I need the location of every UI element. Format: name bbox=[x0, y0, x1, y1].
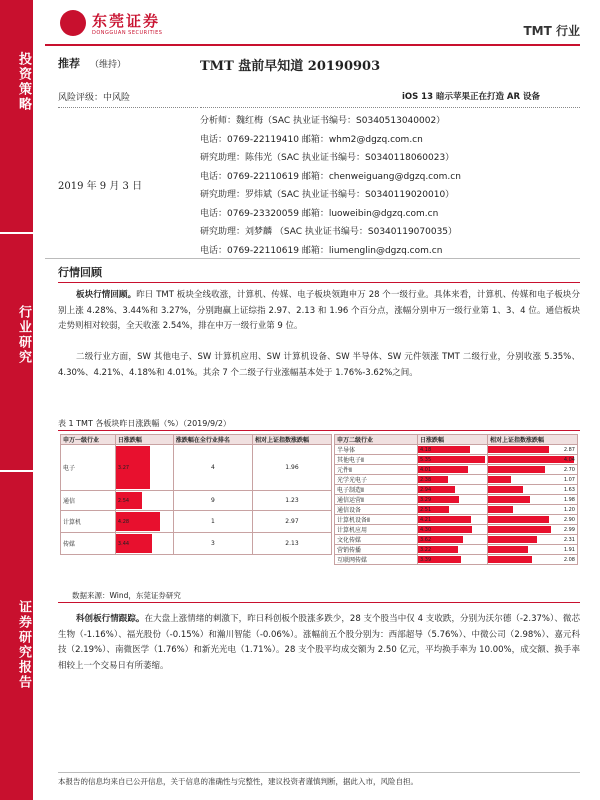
relative-bar bbox=[488, 536, 537, 543]
table-row bbox=[335, 465, 578, 475]
industry-label: TMT 行业 bbox=[523, 24, 580, 38]
table-row bbox=[61, 511, 332, 533]
table-header-cell: 日涨跌幅 bbox=[115, 435, 173, 445]
relative-value: 1.23 bbox=[252, 491, 331, 511]
change-value: 4.30 bbox=[420, 527, 432, 533]
table-row bbox=[335, 455, 578, 465]
change-bar-cell bbox=[418, 445, 488, 455]
change-bar-cell bbox=[418, 515, 488, 525]
change-bar-cell bbox=[418, 545, 488, 555]
relative-bar bbox=[488, 446, 549, 453]
recommend-rating bbox=[58, 55, 126, 71]
table-row bbox=[61, 445, 332, 491]
divider bbox=[200, 107, 580, 108]
table-caption: 表 1 TMT 各板块昨日涨跌幅（%）（2019/9/2） bbox=[58, 419, 231, 428]
relative-bar bbox=[488, 526, 551, 533]
change-value: 2.51 bbox=[420, 507, 432, 513]
table-row bbox=[335, 505, 578, 515]
relative-bar-cell bbox=[488, 495, 578, 505]
relative-bar-cell bbox=[488, 515, 578, 525]
section-divider bbox=[58, 282, 580, 283]
change-value: 4.21 bbox=[420, 517, 432, 523]
relative-value: 2.13 bbox=[252, 533, 331, 555]
relative-bar bbox=[488, 516, 549, 523]
relative-bar-cell bbox=[488, 525, 578, 535]
change-bar-cell bbox=[418, 525, 488, 535]
rank-value: 1 bbox=[173, 511, 252, 533]
relative-value: 2.99 bbox=[563, 526, 575, 533]
relative-bar-cell bbox=[488, 445, 578, 455]
table-header-cell: 相对上证指数涨跌幅 bbox=[488, 435, 578, 445]
table-header-cell: 申万二级行业 bbox=[335, 435, 418, 445]
table-top-border bbox=[58, 430, 580, 431]
relative-bar bbox=[488, 466, 545, 473]
relative-bar-cell bbox=[488, 485, 578, 495]
sidebar-label-report: 证券研究报告 bbox=[16, 600, 31, 690]
table-row bbox=[335, 445, 578, 455]
relative-value: 2.31 bbox=[563, 536, 575, 543]
change-value: 2.94 bbox=[420, 487, 432, 493]
change-bar-cell bbox=[418, 455, 488, 465]
change-value: 3.44 bbox=[117, 541, 130, 547]
table-row bbox=[335, 535, 578, 545]
relative-value: 1.96 bbox=[252, 445, 331, 491]
change-value: 4.01 bbox=[420, 467, 432, 473]
industry-name: 电子制造Ⅱ bbox=[335, 485, 418, 495]
change-value: 3.27 bbox=[117, 465, 130, 471]
table-row bbox=[335, 515, 578, 525]
table-header-cell: 相对上证指数涨跌幅 bbox=[252, 435, 331, 445]
table-header-cell: 涨跌幅在全行业排名 bbox=[173, 435, 252, 445]
company-logo bbox=[60, 8, 180, 42]
industry-name: 其他电子Ⅱ bbox=[335, 455, 418, 465]
industry-name: 电子 bbox=[61, 445, 116, 491]
report-title: TMT 盘前早知道 20190903 bbox=[200, 59, 381, 74]
paragraph-text: 昨日 TMT 板块全线收涨，计算机、传媒、电子板块领跑申万 28 个一级行业。具体来看，计算机、传媒和电子板块分别上涨 4.28%、3.44%和 3.27%，分别跑赢上证综指 2.97、2.13 和 1.96 个百分点，涨幅分别申万一级行业第 1、3、4 位。通信板块走势则相对较弱，全天收涨 2.54%，排在申万一级行业第 9 位。 bbox=[58, 290, 580, 331]
logo-emblem-icon bbox=[60, 10, 86, 36]
relative-value: 2.90 bbox=[563, 516, 575, 523]
analyst-contact: 电话：0769-22119410 邮箱：whm2@dgzq.com.cn bbox=[200, 134, 423, 145]
sidebar-label-industry: 行业研究 bbox=[16, 305, 31, 365]
relative-bar-cell bbox=[488, 555, 578, 565]
divider bbox=[58, 107, 198, 108]
rank-value: 4 bbox=[173, 445, 252, 491]
change-value: 2.38 bbox=[420, 477, 432, 483]
industry-name: 光学光电子 bbox=[335, 475, 418, 485]
sidebar-label-strategy: 投资策略 bbox=[16, 52, 31, 112]
relative-value: 4.04 bbox=[563, 456, 575, 463]
industry-name: 文化传媒 bbox=[335, 535, 418, 545]
table-row bbox=[335, 555, 578, 565]
change-bar-cell bbox=[418, 555, 488, 565]
change-bar-cell bbox=[418, 495, 488, 505]
relative-value: 2.97 bbox=[252, 511, 331, 533]
change-value: 3.62 bbox=[420, 537, 432, 543]
paragraph-subsector bbox=[58, 350, 580, 381]
analyst-line: 研究助理：陈伟光（SAC 执业证书编号：S0340118060023） bbox=[200, 153, 455, 163]
relative-bar bbox=[488, 506, 513, 513]
industry-name: 传媒 bbox=[61, 533, 116, 555]
table-row bbox=[335, 525, 578, 535]
industry-name: 半导体 bbox=[335, 445, 418, 455]
industry-name: 计算机应用 bbox=[335, 525, 418, 535]
change-value: 3.39 bbox=[420, 557, 432, 563]
paragraph-sector-review bbox=[58, 288, 580, 335]
secondary-industry-table bbox=[334, 434, 578, 565]
relative-bar-cell bbox=[488, 535, 578, 545]
relative-bar-cell bbox=[488, 545, 578, 555]
change-bar-cell bbox=[418, 485, 488, 495]
change-bar-cell bbox=[418, 505, 488, 515]
logo-en-text: DONGGUAN SECURITIES bbox=[92, 30, 163, 36]
change-value: 3.29 bbox=[420, 497, 432, 503]
paragraph-lead: 科创板行情跟踪。 bbox=[76, 614, 145, 624]
relative-value: 1.98 bbox=[563, 496, 575, 503]
table-row bbox=[335, 485, 578, 495]
change-value: 3.22 bbox=[420, 547, 432, 553]
industry-name: 互联网传媒 bbox=[335, 555, 418, 565]
relative-bar bbox=[488, 556, 532, 563]
table-row bbox=[61, 491, 332, 511]
change-bar-cell bbox=[418, 475, 488, 485]
paragraph-text: 二级行业方面，SW 其他电子、SW 计算机应用、SW 计算机设备、SW 半导体、SW 元件领涨 TMT 二级行业，分别收涨 5.35%、4.30%、4.21%、4.18%和 4.01%。其余 7 个二级子行业涨幅基本处于 1.76%-3.62%之间。 bbox=[58, 352, 580, 378]
table-row bbox=[335, 545, 578, 555]
table-row bbox=[335, 475, 578, 485]
analyst-contact: 电话：0769-22110619 邮箱：chenweiguang@dgzq.com.cn bbox=[200, 171, 461, 182]
logo-cn-text: 东莞证券 bbox=[92, 12, 161, 30]
relative-bar-cell bbox=[488, 475, 578, 485]
relative-value: 1.63 bbox=[563, 486, 575, 493]
change-bar-cell bbox=[115, 511, 173, 533]
industry-name: 营销传播 bbox=[335, 545, 418, 555]
change-bar-cell bbox=[115, 491, 173, 511]
relative-bar bbox=[488, 496, 530, 503]
primary-industry-table bbox=[60, 434, 332, 555]
relative-bar bbox=[488, 456, 574, 463]
paragraph-lead: 板块行情回顾。 bbox=[76, 290, 137, 300]
industry-name: 通信 bbox=[61, 491, 116, 511]
footer-divider bbox=[58, 772, 580, 773]
industry-name: 通信设备 bbox=[335, 505, 418, 515]
relative-bar-cell bbox=[488, 465, 578, 475]
paragraph-star-market bbox=[58, 612, 580, 674]
analyst-contact: 电话：0769-22110619 邮箱：liumenglin@dgzq.com.cn bbox=[200, 245, 443, 256]
report-subtitle: iOS 13 暗示苹果正在打造 AR 设备 bbox=[401, 92, 540, 102]
relative-bar-cell bbox=[488, 455, 578, 465]
header-divider bbox=[45, 44, 580, 46]
analyst-line: 研究助理：刘梦麟 （SAC 执业证书编号：S0340119070035） bbox=[200, 227, 458, 237]
relative-value: 1.07 bbox=[563, 476, 575, 483]
rank-value: 9 bbox=[173, 491, 252, 511]
relative-value: 2.08 bbox=[563, 556, 575, 563]
table-header-cell: 日涨跌幅 bbox=[418, 435, 488, 445]
rank-value: 3 bbox=[173, 533, 252, 555]
divider bbox=[45, 258, 580, 259]
relative-bar bbox=[488, 486, 523, 493]
industry-name: 元件Ⅱ bbox=[335, 465, 418, 475]
change-bar-cell bbox=[115, 533, 173, 555]
relative-value: 2.70 bbox=[563, 466, 575, 473]
relative-bar bbox=[488, 546, 528, 553]
recommend-sub: （维持） bbox=[90, 60, 127, 70]
analyst-line: 研究助理：罗炜斌（SAC 执业证书编号：S0340119020010） bbox=[200, 190, 455, 200]
change-bar-cell bbox=[418, 535, 488, 545]
change-value: 4.18 bbox=[420, 447, 432, 453]
recommend-label: 推荐 bbox=[58, 57, 80, 70]
report-date: 2019 年 9 月 3 日 bbox=[58, 181, 143, 192]
sidebar-divider bbox=[0, 470, 33, 472]
table-header-cell: 申万一级行业 bbox=[61, 435, 116, 445]
relative-value: 2.87 bbox=[563, 446, 575, 453]
industry-name: 通信运营Ⅱ bbox=[335, 495, 418, 505]
sidebar-divider bbox=[0, 232, 33, 234]
table-row bbox=[61, 533, 332, 555]
change-bar-cell bbox=[115, 445, 173, 491]
change-value: 4.28 bbox=[117, 519, 130, 525]
change-value: 2.54 bbox=[117, 498, 130, 504]
risk-rating: 风险评级：中风险 bbox=[58, 93, 131, 103]
industry-name: 计算机 bbox=[61, 511, 116, 533]
table-header-row bbox=[335, 435, 578, 445]
table-row bbox=[335, 495, 578, 505]
analyst-line: 分析师：魏红梅（SAC 执业证书编号：S0340513040002） bbox=[200, 116, 446, 126]
table-source: 数据来源：Wind，东莞证券研究 bbox=[72, 591, 181, 600]
section-title: 行情回顾 bbox=[58, 266, 102, 279]
change-value: 5.35 bbox=[420, 457, 432, 463]
relative-bar-cell bbox=[488, 505, 578, 515]
table-bottom-border bbox=[58, 602, 580, 603]
relative-bar bbox=[488, 476, 511, 483]
disclaimer: 本报告的信息均来自已公开信息，关于信息的准确性与完整性，建议投资者谨慎判断，据此入市，风险自担。 bbox=[58, 777, 418, 786]
analyst-contact: 电话：0769-23320059 邮箱：luoweibin@dgzq.com.cn bbox=[200, 208, 439, 219]
table-header-row bbox=[61, 435, 332, 445]
relative-value: 1.91 bbox=[563, 546, 575, 553]
analyst-list bbox=[200, 112, 580, 260]
relative-value: 1.20 bbox=[563, 506, 575, 513]
paragraph-text: 在大盘上涨情绪的刺激下，昨日科创板个股涨多跌少，28 支个股当中仅 4 支收跌，分别为沃尔德（-2.37%）、微芯生物（-1.16%）、福光股份（-0.15%）和瀚川智能（-0.06%）。涨幅前五个股分别为：西部超导（5.76%）、中微公司（2.98%）、嘉元科技（2.19%）、南微医学（1.76%）和新光光电（1.71%）。28 支个股平均成交额为 2.50 亿元，平均换手率为 10.00%，成交额、换手率相较上一个交易日有所萎缩。 bbox=[58, 614, 580, 671]
industry-name: 计算机设备Ⅱ bbox=[335, 515, 418, 525]
change-bar-cell bbox=[418, 465, 488, 475]
